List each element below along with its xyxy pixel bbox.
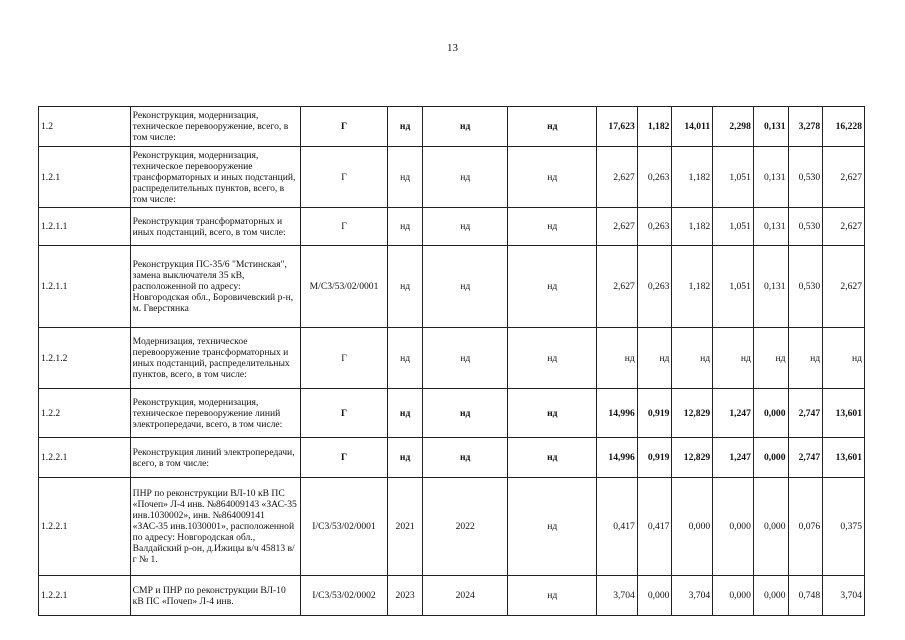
row-name: Реконструкция линий электропередачи, всего, в том числе: xyxy=(130,438,300,478)
row-value: 0,263 xyxy=(637,246,672,328)
table-row xyxy=(39,438,865,478)
row-value: 2,627 xyxy=(823,246,865,328)
row-year-end: нд xyxy=(422,107,508,147)
row-value: нд xyxy=(753,328,788,389)
row-value: 0,417 xyxy=(597,478,638,576)
row-year-start: нд xyxy=(388,107,423,147)
row-year-end: нд xyxy=(422,246,508,328)
row-code: 1.2.2 xyxy=(39,389,131,438)
row-value: 0,375 xyxy=(823,478,865,576)
row-value: 14,996 xyxy=(597,389,638,438)
row-identifier: Г xyxy=(300,147,388,208)
row-value: 2,298 xyxy=(713,107,754,147)
row-code: 1.2.1 xyxy=(39,147,131,208)
row-value: 1,182 xyxy=(672,208,713,246)
row-value: 2,627 xyxy=(823,208,865,246)
row-status: нд xyxy=(508,478,597,576)
row-identifier: I/C3/53/02/0002 xyxy=(300,576,388,616)
row-status: нд xyxy=(508,438,597,478)
row-value: 0,131 xyxy=(753,208,788,246)
table-row xyxy=(39,478,865,576)
row-value: 0,000 xyxy=(753,389,788,438)
row-code: 1.2.2.1 xyxy=(39,438,131,478)
row-year-start: нд xyxy=(388,438,423,478)
row-value: 0,530 xyxy=(788,147,823,208)
row-value: 2,747 xyxy=(788,389,823,438)
row-year-end: нд xyxy=(422,208,508,246)
row-name: Реконструкция, модернизация, техническое перевооружение трансформаторных и иных подстанций, распределительных пунктов, всего, в том числе: xyxy=(130,147,300,208)
row-status: нд xyxy=(508,328,597,389)
row-value: 12,829 xyxy=(672,438,713,478)
row-status: нд xyxy=(508,246,597,328)
table-row xyxy=(39,328,865,389)
row-value: 0,417 xyxy=(637,478,672,576)
row-year-start: нд xyxy=(388,389,423,438)
row-value: 1,182 xyxy=(637,107,672,147)
row-value: 0,000 xyxy=(637,576,672,616)
row-code: 1.2.1.1 xyxy=(39,208,131,246)
page-number: 13 xyxy=(447,42,458,54)
row-name: Реконструкция ПС-35/6 "Мстинская", замена выключателя 35 кВ, расположенной по адресу: Новгородская обл., Боровичевский р-н, м. Гверстянка xyxy=(130,246,300,328)
row-value: нд xyxy=(713,328,754,389)
row-value: 0,000 xyxy=(713,576,754,616)
row-code: 1.2.2.1 xyxy=(39,478,131,576)
row-status: нд xyxy=(508,208,597,246)
row-name: Реконструкция трансформаторных и иных подстанций, всего, в том числе: xyxy=(130,208,300,246)
row-value: нд xyxy=(597,328,638,389)
row-status: нд xyxy=(508,576,597,616)
table-row xyxy=(39,147,865,208)
row-value: 0,748 xyxy=(788,576,823,616)
row-code: 1.2.2.1 xyxy=(39,576,131,616)
row-year-end: 2024 xyxy=(422,576,508,616)
table-row xyxy=(39,107,865,147)
row-year-end: нд xyxy=(422,438,508,478)
row-value: 3,704 xyxy=(672,576,713,616)
row-year-end: нд xyxy=(422,328,508,389)
row-value: 1,051 xyxy=(713,208,754,246)
row-value: 0,263 xyxy=(637,147,672,208)
row-value: 0,919 xyxy=(637,438,672,478)
row-value: 2,627 xyxy=(597,208,638,246)
row-value: 0,000 xyxy=(753,576,788,616)
investment-table xyxy=(38,106,865,616)
row-identifier: Г xyxy=(300,389,388,438)
row-value: 0,131 xyxy=(753,107,788,147)
row-value: 14,996 xyxy=(597,438,638,478)
row-value: 1,051 xyxy=(713,246,754,328)
row-value: 0,530 xyxy=(788,246,823,328)
row-value: нд xyxy=(823,328,865,389)
row-name: Модернизация, техническое перевооружение трансформаторных и иных подстанций, распределительных пунктов, всего, в том числе: xyxy=(130,328,300,389)
row-value: 14,011 xyxy=(672,107,713,147)
row-name: СМР и ПНР по реконструкции ВЛ-10 кВ ПС «Почеп» Л-4 инв. xyxy=(130,576,300,616)
row-status: нд xyxy=(508,389,597,438)
row-code: 1.2 xyxy=(39,107,131,147)
row-value: нд xyxy=(637,328,672,389)
row-identifier: M/C3/53/02/0001 xyxy=(300,246,388,328)
row-identifier: Г xyxy=(300,208,388,246)
table-row xyxy=(39,576,865,616)
row-year-start: 2021 xyxy=(388,478,423,576)
row-value: 0,076 xyxy=(788,478,823,576)
row-value: нд xyxy=(672,328,713,389)
row-value: 1,247 xyxy=(713,389,754,438)
row-value: 0,131 xyxy=(753,147,788,208)
row-value: 1,182 xyxy=(672,147,713,208)
row-code: 1.2.1.2 xyxy=(39,328,131,389)
row-name: Реконструкция, модернизация, техническое перевооружение линий электропередачи, всего, в том числе: xyxy=(130,389,300,438)
row-identifier: I/C3/53/02/0001 xyxy=(300,478,388,576)
row-value: 0,263 xyxy=(637,208,672,246)
table-row xyxy=(39,208,865,246)
row-value: 1,182 xyxy=(672,246,713,328)
row-year-end: 2022 xyxy=(422,478,508,576)
row-value: 13,601 xyxy=(823,389,865,438)
row-value: 3,278 xyxy=(788,107,823,147)
row-value: 1,247 xyxy=(713,438,754,478)
row-value: 3,704 xyxy=(823,576,865,616)
row-value: 2,627 xyxy=(597,147,638,208)
row-value: 0,131 xyxy=(753,246,788,328)
row-value: 2,627 xyxy=(597,246,638,328)
row-value: 0,000 xyxy=(753,438,788,478)
row-year-start: нд xyxy=(388,147,423,208)
row-value: 0,919 xyxy=(637,389,672,438)
row-value: 3,704 xyxy=(597,576,638,616)
row-value: 1,051 xyxy=(713,147,754,208)
row-value: 13,601 xyxy=(823,438,865,478)
row-identifier: Г xyxy=(300,438,388,478)
row-year-start: нд xyxy=(388,208,423,246)
row-value: 2,627 xyxy=(823,147,865,208)
row-year-start: нд xyxy=(388,246,423,328)
table-row xyxy=(39,389,865,438)
row-status: нд xyxy=(508,147,597,208)
row-value: 16,228 xyxy=(823,107,865,147)
row-name: Реконструкция, модернизация, техническое перевооружение, всего, в том числе: xyxy=(130,107,300,147)
row-year-end: нд xyxy=(422,147,508,208)
row-identifier: Г xyxy=(300,107,388,147)
row-year-end: нд xyxy=(422,389,508,438)
row-value: 0,530 xyxy=(788,208,823,246)
row-value: 17,623 xyxy=(597,107,638,147)
row-value: 12,829 xyxy=(672,389,713,438)
row-value: нд xyxy=(788,328,823,389)
row-name: ПНР по реконструкции ВЛ-10 кВ ПС «Почеп» Л-4 инв. №864009143 «ЗАС-35 инв.1030002», инв. №864009141 «ЗАС-35 инв.1030001», расположенной по адресу: Новгородская обл., Валдайский р-он, д.Ижицы в/ч 45813 в/г № 1. xyxy=(130,478,300,576)
row-year-start: нд xyxy=(388,328,423,389)
row-value: 0,000 xyxy=(672,478,713,576)
table-row xyxy=(39,246,865,328)
row-value: 0,000 xyxy=(753,478,788,576)
row-status: нд xyxy=(508,107,597,147)
row-value: 0,000 xyxy=(713,478,754,576)
row-code: 1.2.1.1 xyxy=(39,246,131,328)
row-value: 2,747 xyxy=(788,438,823,478)
row-identifier: Г xyxy=(300,328,388,389)
row-year-start: 2023 xyxy=(388,576,423,616)
